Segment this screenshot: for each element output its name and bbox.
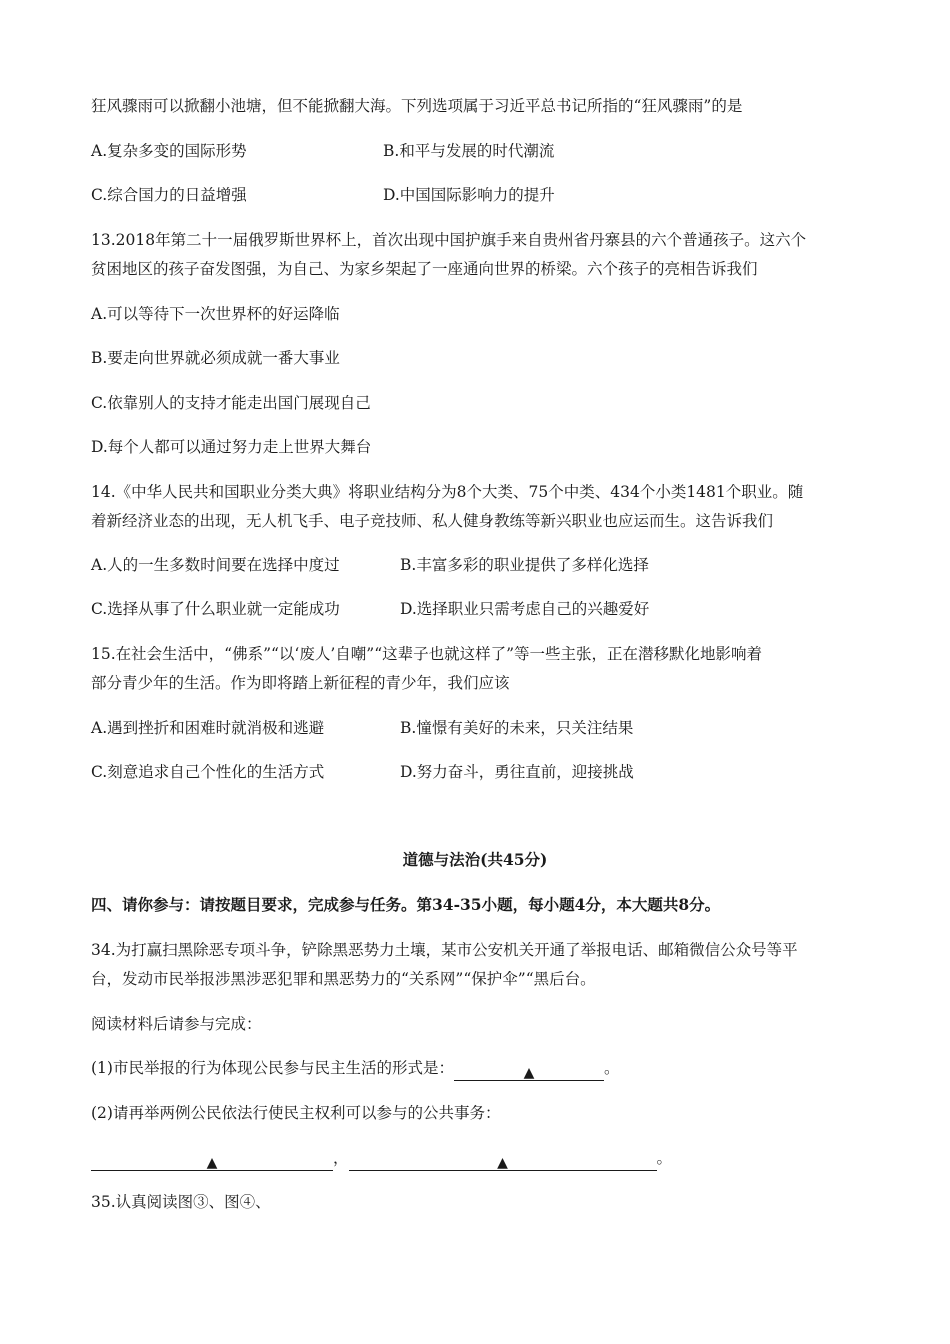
q15-stem-line-2: 部分青少年的生活。作为即将踏上新征程的青少年，我们应该 (91, 674, 510, 692)
q13-option-c: C.依靠别人的支持才能走出国门展现自己 (91, 394, 371, 412)
q34-sub1-text: (1)市民举报的行为体现公民参与民主生活的形式是： (91, 1059, 454, 1077)
q14-option-b: B.丰富多彩的职业提供了多样化选择 (400, 556, 649, 574)
q14-option-d: D.选择职业只需考虑自己的兴趣爱好 (400, 600, 650, 618)
period-mark: 。 (603, 1059, 620, 1077)
triangle-marker-icon: ▲ (206, 1155, 218, 1171)
q34-answer-line (91, 1148, 672, 1171)
q15-option-c: C.刻意追求自己个性化的生活方式 (91, 763, 325, 781)
q13-option-a: A.可以等待下一次世界杯的好运降临 (91, 305, 340, 323)
period-mark: 。 (656, 1149, 673, 1167)
q13-option-d: D.每个人都可以通过努力走上世界大舞台 (91, 438, 372, 456)
answer-blank-2[interactable] (91, 1152, 333, 1171)
q34-instruction: 阅读材料后请参与完成： (91, 1015, 262, 1033)
q15-option-a: A.遇到挫折和困难时就消极和逃避 (91, 719, 325, 737)
q15-option-b: B.憧憬有美好的未来，只关注结果 (400, 719, 634, 737)
comma-mark: ， (333, 1149, 349, 1167)
q34-sub-question-2: (2)请再举两例公民依法行使民主权利可以参与的公共事务： (91, 1104, 501, 1122)
q13-stem-line-2: 贫困地区的孩子奋发图强，为自己、为家乡架起了一座通向世界的桥梁。六个孩子的亮相告诉我们 (91, 260, 758, 278)
section-heading: 四、请你参与：请按题目要求，完成参与任务。第34-35小题，每小题4分，本大题共8分。 (91, 895, 721, 914)
q14-stem-line-2: 着新经济业态的出现，无人机飞手、电子竞技师、私人健身教练等新兴职业也应运而生。这告诉我们 (91, 512, 774, 530)
answer-blank-1[interactable] (454, 1062, 604, 1081)
q13-option-b: B.要走向世界就必须成就一番大事业 (91, 349, 340, 367)
q15-stem-line-1: 15.在社会生活中，“佛系”“以‘废人’自嘲”“这辈子也就这样了”等一些主张，正在潜移默化地影响着 (91, 645, 763, 663)
q12-option-d: D.中国国际影响力的提升 (383, 186, 555, 204)
q15-option-d: D.努力奋斗，勇往直前，迎接挑战 (400, 763, 634, 781)
q12-option-c: C.综合国力的日益增强 (91, 186, 247, 204)
q12-option-b: B.和平与发展的时代潮流 (383, 142, 555, 160)
q12-stem: 狂风骤雨可以掀翻小池塘，但不能掀翻大海。下列选项属于习近平总书记所指的“狂风骤雨”的是 (91, 97, 743, 115)
answer-blank-3[interactable] (349, 1152, 657, 1171)
q14-option-c: C.选择从事了什么职业就一定能成功 (91, 600, 340, 618)
q14-stem-line-1: 14.《中华人民共和国职业分类大典》将职业结构分为8个大类、75个中类、434个小类1481个职业。随 (91, 483, 804, 501)
q35-stem: 35.认真阅读图③、图④、 (91, 1193, 271, 1211)
section-title: 道德与法治(共45分) (402, 850, 548, 869)
triangle-marker-icon: ▲ (523, 1065, 535, 1081)
q34-sub-question-1 (91, 1058, 619, 1081)
q14-option-a: A.人的一生多数时间要在选择中度过 (91, 556, 340, 574)
triangle-marker-icon: ▲ (497, 1155, 508, 1171)
q34-stem-line-1: 34.为打赢扫黑除恶专项斗争，铲除黑恶势力土壤，某市公安机关开通了举报电话、邮箱微信公众号等平 (91, 941, 798, 959)
q13-stem-line-1: 13.2018年第二十一届俄罗斯世界杯上，首次出现中国护旗手来自贵州省丹寨县的六个普通孩子。这六个 (91, 231, 807, 249)
q12-option-a: A.复杂多变的国际形势 (91, 142, 247, 160)
q34-stem-line-2: 台，发动市民举报涉黑涉恶犯罪和黑恶势力的“关系网”“保护伞”“黑后台。 (91, 970, 596, 988)
